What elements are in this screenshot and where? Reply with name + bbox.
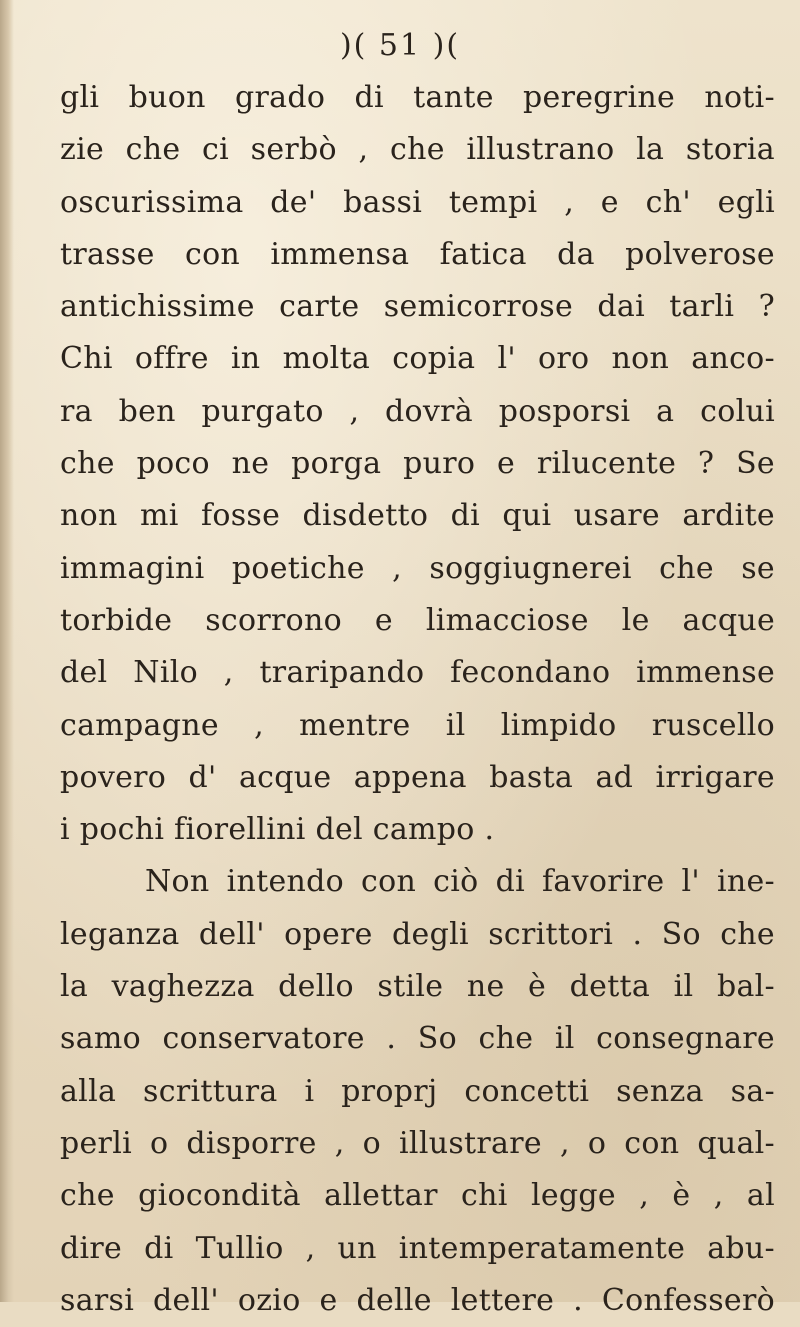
text-line: leganza dell' opere degli scrittori . So che — [60, 916, 775, 952]
text-line: la vaghezza dello stile ne è detta il bal- — [60, 969, 775, 1005]
text-line: del Nilo , traripando fecondano immense — [60, 655, 775, 691]
text-line: immagini poetiche , soggiugnerei che se — [60, 550, 775, 586]
text-line: dire di Tullio , un intemperatamente abu- — [60, 1230, 775, 1266]
text-line: oscurissima de' bassi tempi , e ch' egli — [60, 184, 775, 220]
text-line: che poco ne porga puro e rilucente ? Se — [60, 446, 775, 482]
text-line: non mi fosse disdetto di qui usare ardite — [60, 498, 775, 534]
text-line: zie che ci serbò , che illustrano la storia — [60, 132, 775, 168]
text-line: gli buon grado di tante peregrine noti- — [60, 80, 775, 115]
page-binding-edge — [0, 0, 14, 1302]
text-line: perli o disporre , o illustrare , o con qual- — [60, 1125, 775, 1161]
text-line: alla scrittura i proprj concetti senza sa- — [60, 1073, 775, 1109]
text-line: povero d' acque appena basta ad irrigare — [60, 759, 775, 795]
text-line: ra ben purgato , dovrà posporsi a colui — [60, 393, 775, 429]
text-line: sarsi dell' ozio e delle lettere . Confesserò — [60, 1282, 775, 1318]
text-line: campagne , mentre il limpido ruscello — [60, 707, 775, 743]
text-line: che giocondità allettar chi legge , è , al — [60, 1178, 775, 1214]
paragraph-start-line: Non intendo con ciò di favorire l' ine- — [145, 864, 775, 900]
body-text — [60, 72, 775, 1327]
text-line: Chi offre in molta copia l' oro non anco- — [60, 341, 775, 377]
text-line: samo conservatore . So che il consegnare — [60, 1021, 775, 1057]
text-line: antichissime carte semicorrose dai tarli ? — [60, 289, 775, 325]
text-line: trasse con immensa fatica da polverose — [60, 236, 775, 272]
text-line: torbide scorrono e limacciose le acque — [60, 602, 775, 638]
page-number-header: )( 51 )( — [339, 28, 461, 63]
paragraph-end-line: i pochi fiorellini del campo . — [60, 812, 495, 848]
